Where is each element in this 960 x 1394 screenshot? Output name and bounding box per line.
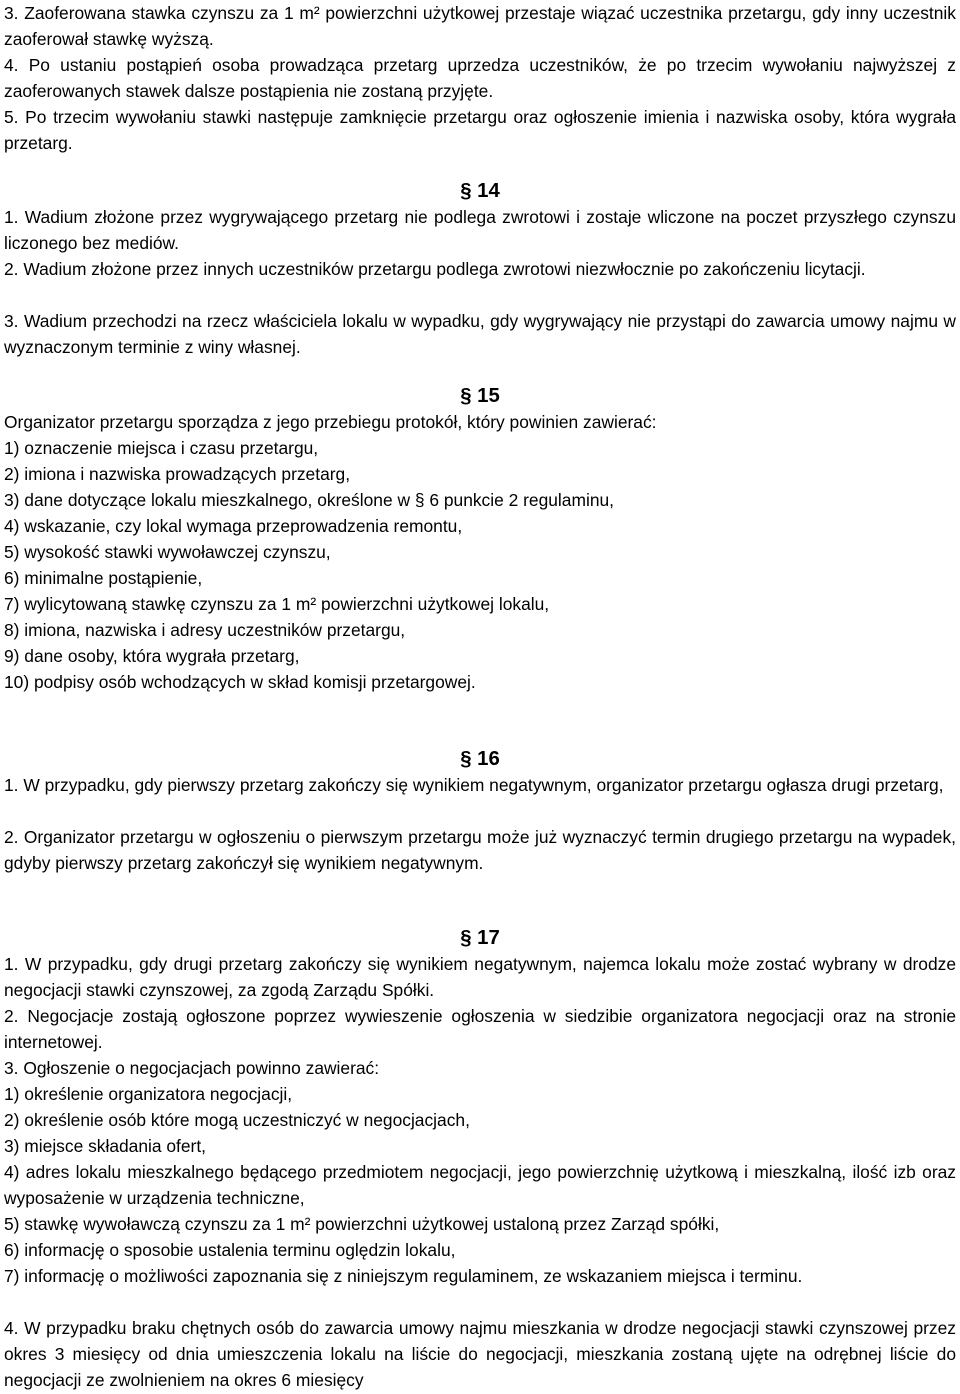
section-15-intro: Organizator przetargu sporządza z jego przebiegu protokół, który powinien zawierać: bbox=[4, 412, 657, 432]
section-15-item-7: 7) wylicytowaną stawkę czynszu za 1 m² powierzchni użytkowej lokalu, bbox=[4, 594, 550, 614]
section-15-item-3: 3) dane dotyczące lokalu mieszkalnego, określone w § 6 punkcie 2 regulaminu, bbox=[4, 490, 614, 510]
section-15-item-2: 2) imiona i nazwiska prowadzących przetarg, bbox=[4, 464, 351, 484]
section-17-item-7: 7) informację o możliwości zapoznania się z niniejszym regulaminem, ze wskazaniem miejsca i terminu. bbox=[4, 1266, 803, 1286]
section-15-item-9: 9) dane osoby, która wygrała przetarg, bbox=[4, 646, 300, 666]
section-14-paragraph-2: 2. Wadium złożone przez innych uczestników przetargu podlega zwrotowi niezwłocznie po zakończeniu licytacji. bbox=[4, 259, 866, 279]
section-17-item-6: 6) informację o sposobie ustalenia terminu oględzin lokalu, bbox=[4, 1240, 456, 1260]
section-16-heading: § 16 bbox=[460, 748, 500, 770]
section-15-item-1: 1) oznaczenie miejsca i czasu przetargu, bbox=[4, 438, 319, 458]
paragraph-5-auction-close: 5. Po trzecim wywołaniu stawki następuje zamknięcie przetargu oraz ogłoszenie imienia i nazwiska osoby, która wygrała przetarg. bbox=[4, 107, 956, 153]
section-15-item-8: 8) imiona, nazwiska i adresy uczestników przetargu, bbox=[4, 620, 406, 640]
section-15-heading: § 15 bbox=[460, 385, 500, 407]
section-17-paragraph-2: 2. Negocjacje zostają ogłoszone poprzez wywieszenie ogłoszenia w siedzibie organizatora negocjacji oraz na stronie internetowej. bbox=[4, 1006, 956, 1052]
section-14-heading: § 14 bbox=[460, 180, 500, 202]
section-17-paragraph-3: 3. Ogłoszenie o negocjacjach powinno zawierać: bbox=[4, 1058, 380, 1078]
section-14-paragraph-1: 1. Wadium złożone przez wygrywającego przetarg nie podlega zwrotowi i zostaje wliczone na poczet przyszłego czynszu liczonego bez mediów. bbox=[4, 207, 956, 253]
section-16-paragraph-1: 1. W przypadku, gdy pierwszy przetarg zakończy się wynikiem negatywnym, organizator przetargu ogłasza drugi przetarg, bbox=[4, 775, 944, 795]
paragraph-4-bidding-end: 4. Po ustaniu postąpień osoba prowadząca przetarg uprzedza uczestników, że po trzecim wywołaniu najwyższej z zaoferowanych stawek dalsze postąpienia nie zostaną przyjęte. bbox=[4, 55, 956, 101]
section-15-item-5: 5) wysokość stawki wywoławczej czynszu, bbox=[4, 542, 331, 562]
section-14-paragraph-3: 3. Wadium przechodzi na rzecz właściciela lokalu w wypadku, gdy wygrywający nie przystąpi do zawarcia umowy najmu w wyznaczonym terminie z winy własnej. bbox=[4, 311, 956, 357]
section-17-item-3: 3) miejsce składania ofert, bbox=[4, 1136, 207, 1156]
section-17-item-4: 4) adres lokalu mieszkalnego będącego przedmiotem negocjacji, jego powierzchnię użytkową i mieszkalną, ilość izb oraz wyposażenie w urządzenia techniczne, bbox=[4, 1162, 956, 1208]
section-16-paragraph-2: 2. Organizator przetargu w ogłoszeniu o pierwszym przetargu może już wyznaczyć termin drugiego przetargu na wypadek, gdyby pierwszy przetarg zakończył się wynikiem negatywnym. bbox=[4, 827, 956, 873]
section-15-item-6: 6) minimalne postąpienie, bbox=[4, 568, 203, 588]
section-17-item-5: 5) stawkę wywoławczą czynszu za 1 m² powierzchni użytkowej ustaloną przez Zarząd spółki, bbox=[4, 1214, 720, 1234]
section-17-item-2: 2) określenie osób które mogą uczestniczyć w negocjacjach, bbox=[4, 1110, 470, 1130]
section-17-paragraph-4: 4. W przypadku braku chętnych osób do zawarcia umowy najmu mieszkania w drodze negocjacji stawki czynszowej przez okres 3 miesięcy od dnia umieszczenia lokalu na liście do negocjacji, mieszkania zostaną ujęte na odrębnej liście do negocjacji ze zwolnieniem na okres 6 miesięcy bbox=[4, 1318, 956, 1390]
section-17-heading: § 17 bbox=[460, 927, 500, 949]
section-15-item-10: 10) podpisy osób wchodzących w skład komisji przetargowej. bbox=[4, 672, 476, 692]
paragraph-3-offer-binding: 3. Zaoferowana stawka czynszu za 1 m² powierzchni użytkowej przestaje wiązać uczestnika przetargu, gdy inny uczestnik zaoferował stawkę wyższą. bbox=[4, 3, 956, 49]
section-15-item-4: 4) wskazanie, czy lokal wymaga przeprowadzenia remontu, bbox=[4, 516, 463, 536]
section-17-item-1: 1) określenie organizatora negocjacji, bbox=[4, 1084, 293, 1104]
section-17-paragraph-1: 1. W przypadku, gdy drugi przetarg zakończy się wynikiem negatywnym, najemca lokalu może zostać wybrany w drodze negocjacji stawki czynszowej, za zgodą Zarządu Spółki. bbox=[4, 954, 956, 1000]
